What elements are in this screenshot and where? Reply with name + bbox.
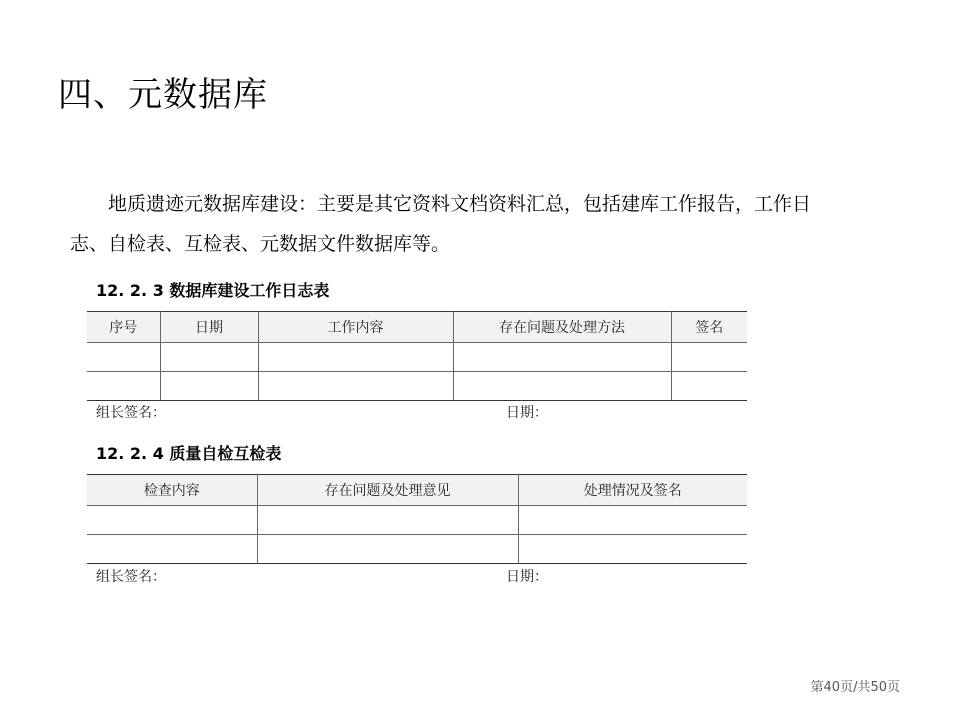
slide-title: 四、元数据库 (58, 75, 268, 115)
table1-date: 日期： (506, 405, 548, 421)
table2-leader-sign: 组长签名： (96, 569, 166, 585)
column-header: 存在问题及处理方法 (453, 312, 671, 343)
column-header: 存在问题及处理意见 (257, 475, 518, 506)
table-row (87, 506, 747, 535)
table-cell (518, 535, 747, 564)
table-row (87, 535, 747, 564)
table-cell (257, 506, 518, 535)
table-cell (258, 343, 453, 372)
table-cell (671, 372, 747, 401)
table-cell (453, 372, 671, 401)
column-header: 日期 (160, 312, 258, 343)
table-cell (518, 506, 747, 535)
quality-check-table (87, 474, 747, 564)
table-cell (87, 343, 160, 372)
table-cell (258, 372, 453, 401)
table1-leader-sign: 组长签名： (96, 405, 166, 421)
column-header: 检查内容 (87, 475, 257, 506)
table2-caption: 12. 2. 4 质量自检互检表 (96, 444, 282, 463)
column-header: 序号 (87, 312, 160, 343)
table-cell (160, 372, 258, 401)
table-header-row (87, 312, 747, 343)
page-number: 第40页/共50页 (810, 680, 900, 695)
table-header-row (87, 475, 747, 506)
table-row (87, 372, 747, 401)
table1-caption: 12. 2. 3 数据库建设工作日志表 (96, 281, 330, 300)
table2-date: 日期： (506, 569, 548, 585)
table-cell (87, 372, 160, 401)
table-row (87, 343, 747, 372)
column-header: 签名 (671, 312, 747, 343)
column-header: 工作内容 (258, 312, 453, 343)
work-log-table (87, 311, 747, 401)
body-paragraph: 地质遗迹元数据库建设：主要是其它资料文档资料汇总，包括建库工作报告，工作日志、自检表、互检表、元数据文件数据库等。 (70, 193, 812, 255)
table-cell (453, 343, 671, 372)
table-cell (87, 535, 257, 564)
table-cell (257, 535, 518, 564)
table-cell (160, 343, 258, 372)
table-cell (87, 506, 257, 535)
column-header: 处理情况及签名 (518, 475, 747, 506)
table-cell (671, 343, 747, 372)
